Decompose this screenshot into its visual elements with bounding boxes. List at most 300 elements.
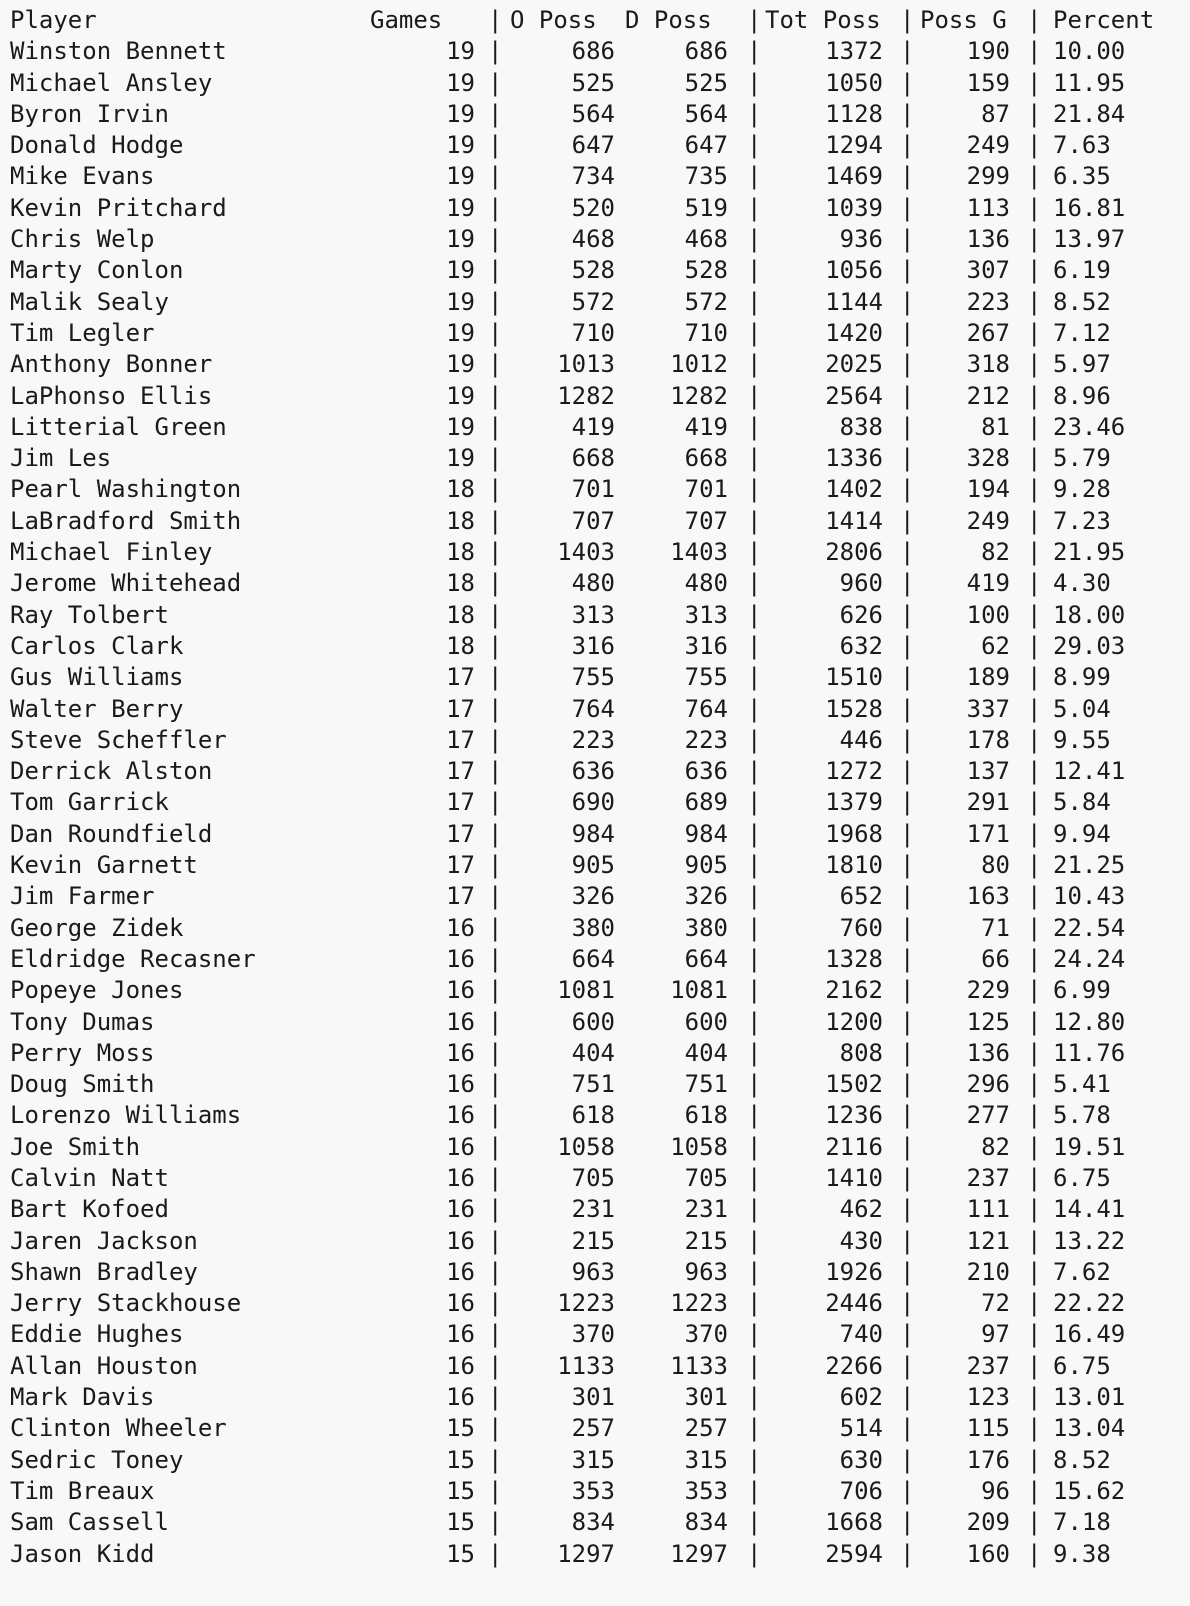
poss-g-value: 299 <box>966 162 1010 191</box>
games-value: 16 <box>446 1007 475 1036</box>
column-separator: | <box>900 694 915 723</box>
percent-value: 14.41 <box>1053 1195 1126 1224</box>
column-separator: | <box>488 131 503 160</box>
column-separator: | <box>488 256 503 285</box>
tot-poss-value: 1420 <box>825 318 883 347</box>
column-separator: | <box>1027 788 1042 817</box>
o-poss-value: 520 <box>571 193 615 222</box>
games-value: 18 <box>446 631 475 660</box>
table-row <box>10 1319 1126 1350</box>
d-poss-value: 316 <box>684 631 728 660</box>
column-separator: | <box>488 1445 503 1474</box>
tot-poss-value: 706 <box>839 1476 883 1505</box>
tot-poss-value: 760 <box>839 913 883 942</box>
column-separator: | <box>1027 506 1042 535</box>
percent-value: 10.43 <box>1053 882 1126 911</box>
o-poss-value: 480 <box>571 569 615 598</box>
d-poss-value: 701 <box>684 475 728 504</box>
column-separator: | <box>488 68 503 97</box>
o-poss-value: 380 <box>571 913 615 942</box>
column-separator: | <box>900 99 915 128</box>
percent-value: 12.80 <box>1053 1007 1126 1036</box>
table-row <box>10 1445 1111 1476</box>
d-poss-value: 525 <box>684 68 728 97</box>
percent-value: 7.18 <box>1053 1508 1111 1537</box>
o-poss-value: 755 <box>571 663 615 692</box>
column-separator: | <box>747 1226 762 1255</box>
tot-poss-value: 740 <box>839 1320 883 1349</box>
d-poss-value: 707 <box>684 506 728 535</box>
table-row <box>10 819 1111 850</box>
percent-value: 19.51 <box>1053 1132 1126 1161</box>
column-separator: | <box>900 1163 915 1192</box>
column-separator: | <box>900 1539 915 1568</box>
column-separator: | <box>1027 663 1042 692</box>
column-separator: | <box>488 1476 503 1505</box>
column-separator: | <box>1027 944 1042 973</box>
tot-poss-value: 1510 <box>825 663 883 692</box>
table-row <box>10 975 1111 1006</box>
table-row <box>10 1257 1111 1288</box>
d-poss-value: 600 <box>684 1007 728 1036</box>
column-separator: | <box>900 1508 915 1537</box>
column-separator: | <box>747 256 762 285</box>
player-name: George Zidek <box>10 913 184 942</box>
column-separator: | <box>747 350 762 379</box>
player-name: Popeye Jones <box>10 976 184 1005</box>
o-poss-value: 984 <box>571 819 615 848</box>
percent-value: 8.96 <box>1053 381 1111 410</box>
column-separator: | <box>488 569 503 598</box>
games-value: 17 <box>446 882 475 911</box>
player-name: Kevin Pritchard <box>10 193 227 222</box>
column-separator: | <box>747 37 762 66</box>
player-name: Winston Bennett <box>10 37 227 66</box>
games-value: 18 <box>446 569 475 598</box>
d-poss-value: 710 <box>684 318 728 347</box>
table-row <box>10 68 1126 99</box>
column-separator: | <box>747 757 762 786</box>
percent-value: 5.97 <box>1053 350 1111 379</box>
column-separator: | <box>900 162 915 191</box>
poss-g-value: 277 <box>966 1101 1010 1130</box>
o-poss-value: 963 <box>571 1257 615 1286</box>
column-separator: | <box>488 350 503 379</box>
poss-g-value: 229 <box>966 976 1010 1005</box>
column-separator: | <box>747 1289 762 1318</box>
player-name: Malik Sealy <box>10 287 169 316</box>
column-separator: | <box>747 475 762 504</box>
table-row <box>10 506 1111 537</box>
percent-value: 4.30 <box>1053 569 1111 598</box>
column-separator: | <box>1027 882 1042 911</box>
table-row <box>10 1351 1111 1382</box>
percent-value: 8.99 <box>1053 663 1111 692</box>
column-separator: | <box>488 1351 503 1380</box>
table-row <box>10 662 1111 693</box>
tot-poss-value: 2594 <box>825 1539 883 1568</box>
player-name: Ray Tolbert <box>10 600 169 629</box>
percent-value: 16.49 <box>1053 1320 1126 1349</box>
column-separator: | <box>747 6 762 34</box>
tot-poss-value: 1294 <box>825 131 883 160</box>
player-name: Clinton Wheeler <box>10 1414 227 1443</box>
column-separator: | <box>1027 1101 1042 1130</box>
table-body <box>10 36 1126 1570</box>
o-poss-value: 705 <box>571 1163 615 1192</box>
column-separator: | <box>747 694 762 723</box>
column-separator: | <box>900 256 915 285</box>
tot-poss-value: 626 <box>839 600 883 629</box>
games-value: 19 <box>446 318 475 347</box>
poss-g-value: 318 <box>966 350 1010 379</box>
player-name: Calvin Natt <box>10 1163 169 1192</box>
player-name: Lorenzo Williams <box>10 1101 242 1130</box>
games-value: 18 <box>446 475 475 504</box>
column-separator: | <box>747 193 762 222</box>
poss-g-value: 121 <box>966 1226 1010 1255</box>
poss-g-value: 296 <box>966 1070 1010 1099</box>
o-poss-value: 525 <box>571 68 615 97</box>
column-separator: | <box>900 381 915 410</box>
column-separator: | <box>1027 757 1042 786</box>
games-value: 16 <box>446 1257 475 1286</box>
o-poss-value: 600 <box>571 1007 615 1036</box>
percent-value: 6.19 <box>1053 256 1111 285</box>
o-poss-value: 564 <box>571 99 615 128</box>
d-poss-value: 689 <box>684 788 728 817</box>
games-value: 19 <box>446 412 475 441</box>
d-poss-value: 1081 <box>670 976 728 1005</box>
percent-value: 6.99 <box>1053 976 1111 1005</box>
d-poss-value: 1282 <box>670 381 728 410</box>
column-separator: | <box>488 1007 503 1036</box>
column-separator: | <box>1027 600 1042 629</box>
percent-value: 9.55 <box>1053 725 1111 754</box>
column-separator: | <box>1027 976 1042 1005</box>
games-value: 16 <box>446 1101 475 1130</box>
o-poss-value: 468 <box>571 225 615 254</box>
column-separator: | <box>488 882 503 911</box>
o-poss-value: 231 <box>571 1195 615 1224</box>
table-row <box>10 1476 1126 1507</box>
column-separator: | <box>1027 256 1042 285</box>
column-separator: | <box>747 725 762 754</box>
column-separator: | <box>900 819 915 848</box>
poss-g-value: 223 <box>966 287 1010 316</box>
tot-poss-value: 1336 <box>825 444 883 473</box>
o-poss-value: 1013 <box>557 350 615 379</box>
column-separator: | <box>747 318 762 347</box>
tot-poss-value: 2564 <box>825 381 883 410</box>
percent-value: 16.81 <box>1053 193 1126 222</box>
player-name: Eldridge Recasner <box>10 944 256 973</box>
d-poss-value: 419 <box>684 412 728 441</box>
o-poss-value: 1223 <box>557 1289 615 1318</box>
o-poss-value: 1081 <box>557 976 615 1005</box>
column-separator: | <box>1027 1007 1042 1036</box>
player-name: Anthony Bonner <box>10 350 213 379</box>
d-poss-value: 215 <box>684 1226 728 1255</box>
column-separator: | <box>747 819 762 848</box>
column-separator: | <box>488 318 503 347</box>
poss-g-value: 328 <box>966 444 1010 473</box>
percent-value: 24.24 <box>1053 944 1126 973</box>
column-separator: | <box>900 1445 915 1474</box>
games-value: 16 <box>446 1132 475 1161</box>
games-value: 16 <box>446 1226 475 1255</box>
poss-g-value: 82 <box>981 538 1010 567</box>
column-separator: | <box>900 1257 915 1286</box>
column-separator: | <box>1027 6 1042 34</box>
player-name: Bart Kofoed <box>10 1195 169 1224</box>
column-separator: | <box>488 475 503 504</box>
tot-poss-value: 1402 <box>825 475 883 504</box>
tot-poss-value: 1272 <box>825 757 883 786</box>
player-name: Steve Scheffler <box>10 725 227 754</box>
player-name: Eddie Hughes <box>10 1320 184 1349</box>
o-poss-value: 528 <box>571 256 615 285</box>
column-separator: | <box>488 538 503 567</box>
column-separator: | <box>1027 1351 1042 1380</box>
d-poss-value: 1403 <box>670 538 728 567</box>
percent-value: 10.00 <box>1053 37 1126 66</box>
column-separator: | <box>747 976 762 1005</box>
poss-g-value: 136 <box>966 225 1010 254</box>
d-poss-value: 984 <box>684 819 728 848</box>
d-poss-value: 751 <box>684 1070 728 1099</box>
player-name: Kevin Garnett <box>10 851 198 880</box>
player-name: Marty Conlon <box>10 256 184 285</box>
header-d-poss: D Poss <box>625 6 712 34</box>
games-value: 16 <box>446 1289 475 1318</box>
table-row <box>10 161 1111 192</box>
player-name: Walter Berry <box>10 694 184 723</box>
player-name: Dan Roundfield <box>10 819 213 848</box>
column-separator: | <box>900 444 915 473</box>
tot-poss-value: 936 <box>839 225 883 254</box>
column-separator: | <box>1027 381 1042 410</box>
column-separator: | <box>900 1132 915 1161</box>
column-separator: | <box>1027 1132 1042 1161</box>
column-separator: | <box>488 1320 503 1349</box>
o-poss-value: 707 <box>571 506 615 535</box>
column-separator: | <box>488 412 503 441</box>
poss-g-value: 159 <box>966 68 1010 97</box>
player-name: Michael Ansley <box>10 68 213 97</box>
column-separator: | <box>900 1038 915 1067</box>
column-separator: | <box>488 944 503 973</box>
games-value: 16 <box>446 1070 475 1099</box>
games-value: 19 <box>446 37 475 66</box>
column-separator: | <box>488 1539 503 1568</box>
column-separator: | <box>900 350 915 379</box>
games-value: 19 <box>446 381 475 410</box>
table-row <box>10 631 1126 662</box>
column-separator: | <box>488 1414 503 1443</box>
percent-value: 5.84 <box>1053 788 1111 817</box>
poss-g-value: 189 <box>966 663 1010 692</box>
d-poss-value: 353 <box>684 1476 728 1505</box>
column-separator: | <box>747 412 762 441</box>
column-separator: | <box>488 162 503 191</box>
o-poss-value: 1403 <box>557 538 615 567</box>
games-value: 17 <box>446 819 475 848</box>
player-name: Gus Williams <box>10 663 184 692</box>
games-value: 19 <box>446 225 475 254</box>
player-name: Jerry Stackhouse <box>10 1289 242 1318</box>
d-poss-value: 755 <box>684 663 728 692</box>
column-separator: | <box>1027 350 1042 379</box>
column-separator: | <box>1027 1445 1042 1474</box>
column-separator: | <box>747 131 762 160</box>
column-separator: | <box>488 757 503 786</box>
tot-poss-value: 2162 <box>825 976 883 1005</box>
player-name: Sam Cassell <box>10 1508 169 1537</box>
column-separator: | <box>1027 1383 1042 1412</box>
player-name: Derrick Alston <box>10 757 213 786</box>
column-separator: | <box>488 851 503 880</box>
o-poss-value: 1282 <box>557 381 615 410</box>
column-separator: | <box>1027 287 1042 316</box>
column-separator: | <box>900 193 915 222</box>
percent-value: 21.25 <box>1053 851 1126 880</box>
column-separator: | <box>1027 631 1042 660</box>
percent-value: 21.95 <box>1053 538 1126 567</box>
poss-g-value: 190 <box>966 37 1010 66</box>
column-separator: | <box>747 944 762 973</box>
table-row <box>10 443 1111 474</box>
column-separator: | <box>900 788 915 817</box>
column-separator: | <box>747 788 762 817</box>
percent-value: 5.78 <box>1053 1101 1111 1130</box>
column-separator: | <box>900 1383 915 1412</box>
d-poss-value: 905 <box>684 851 728 880</box>
column-separator: | <box>1027 913 1042 942</box>
player-name: Carlos Clark <box>10 631 184 660</box>
poss-g-value: 194 <box>966 475 1010 504</box>
percent-value: 8.52 <box>1053 287 1111 316</box>
percent-value: 22.54 <box>1053 913 1126 942</box>
column-separator: | <box>747 1414 762 1443</box>
o-poss-value: 701 <box>571 475 615 504</box>
column-separator: | <box>900 569 915 598</box>
column-separator: | <box>747 1351 762 1380</box>
table-row <box>10 255 1111 286</box>
column-separator: | <box>488 1195 503 1224</box>
tot-poss-value: 1414 <box>825 506 883 535</box>
column-separator: | <box>488 193 503 222</box>
tot-poss-value: 1810 <box>825 851 883 880</box>
o-poss-value: 1297 <box>557 1539 615 1568</box>
d-poss-value: 834 <box>684 1508 728 1537</box>
column-separator: | <box>488 694 503 723</box>
tot-poss-value: 514 <box>839 1414 883 1443</box>
games-value: 16 <box>446 1320 475 1349</box>
column-separator: | <box>900 1351 915 1380</box>
player-name: Chris Welp <box>10 225 155 254</box>
poss-g-value: 113 <box>966 193 1010 222</box>
games-value: 16 <box>446 1163 475 1192</box>
player-name: Mark Davis <box>10 1383 155 1412</box>
games-value: 16 <box>446 1351 475 1380</box>
poss-g-value: 66 <box>981 944 1010 973</box>
o-poss-value: 257 <box>571 1414 615 1443</box>
tot-poss-value: 1410 <box>825 1163 883 1192</box>
tot-poss-value: 1050 <box>825 68 883 97</box>
d-poss-value: 664 <box>684 944 728 973</box>
games-value: 17 <box>446 725 475 754</box>
o-poss-value: 215 <box>571 1226 615 1255</box>
tot-poss-value: 1128 <box>825 99 883 128</box>
d-poss-value: 404 <box>684 1038 728 1067</box>
o-poss-value: 419 <box>571 412 615 441</box>
d-poss-value: 519 <box>684 193 728 222</box>
column-separator: | <box>747 1132 762 1161</box>
column-separator: | <box>1027 1038 1042 1067</box>
player-name: Perry Moss <box>10 1038 155 1067</box>
header-tot-poss: Tot Poss <box>765 6 881 34</box>
games-value: 15 <box>446 1476 475 1505</box>
tot-poss-value: 1926 <box>825 1257 883 1286</box>
player-name: Michael Finley <box>10 538 213 567</box>
table-row <box>10 412 1126 443</box>
column-separator: | <box>1027 475 1042 504</box>
column-separator: | <box>1027 68 1042 97</box>
column-separator: | <box>900 725 915 754</box>
tot-poss-value: 1236 <box>825 1101 883 1130</box>
games-value: 19 <box>446 256 475 285</box>
player-name: Tom Garrick <box>10 788 169 817</box>
games-value: 17 <box>446 757 475 786</box>
column-separator: | <box>1027 225 1042 254</box>
table-row <box>10 224 1126 255</box>
column-separator: | <box>1027 1289 1042 1318</box>
percent-value: 15.62 <box>1053 1476 1126 1505</box>
poss-g-value: 71 <box>981 913 1010 942</box>
header-player: Player <box>10 6 97 34</box>
player-name: Donald Hodge <box>10 131 184 160</box>
column-separator: | <box>1027 318 1042 347</box>
column-separator: | <box>1027 1476 1042 1505</box>
poss-g-value: 97 <box>981 1320 1010 1349</box>
table-row <box>10 381 1111 412</box>
o-poss-value: 636 <box>571 757 615 786</box>
o-poss-value: 1133 <box>557 1351 615 1380</box>
o-poss-value: 313 <box>571 600 615 629</box>
poss-g-value: 419 <box>966 569 1010 598</box>
column-separator: | <box>900 1195 915 1224</box>
games-value: 16 <box>446 1195 475 1224</box>
column-separator: | <box>900 1007 915 1036</box>
table-row <box>10 1413 1126 1444</box>
d-poss-value: 528 <box>684 256 728 285</box>
games-value: 16 <box>446 913 475 942</box>
poss-g-value: 171 <box>966 819 1010 848</box>
tot-poss-value: 630 <box>839 1445 883 1474</box>
poss-g-value: 249 <box>966 506 1010 535</box>
poss-g-value: 72 <box>981 1289 1010 1318</box>
column-separator: | <box>488 788 503 817</box>
o-poss-value: 404 <box>571 1038 615 1067</box>
games-value: 19 <box>446 68 475 97</box>
poss-g-value: 87 <box>981 99 1010 128</box>
table-row <box>10 725 1111 756</box>
poss-g-value: 111 <box>966 1195 1010 1224</box>
percent-value: 6.75 <box>1053 1351 1111 1380</box>
percent-value: 7.12 <box>1053 318 1111 347</box>
column-separator: | <box>900 1289 915 1318</box>
